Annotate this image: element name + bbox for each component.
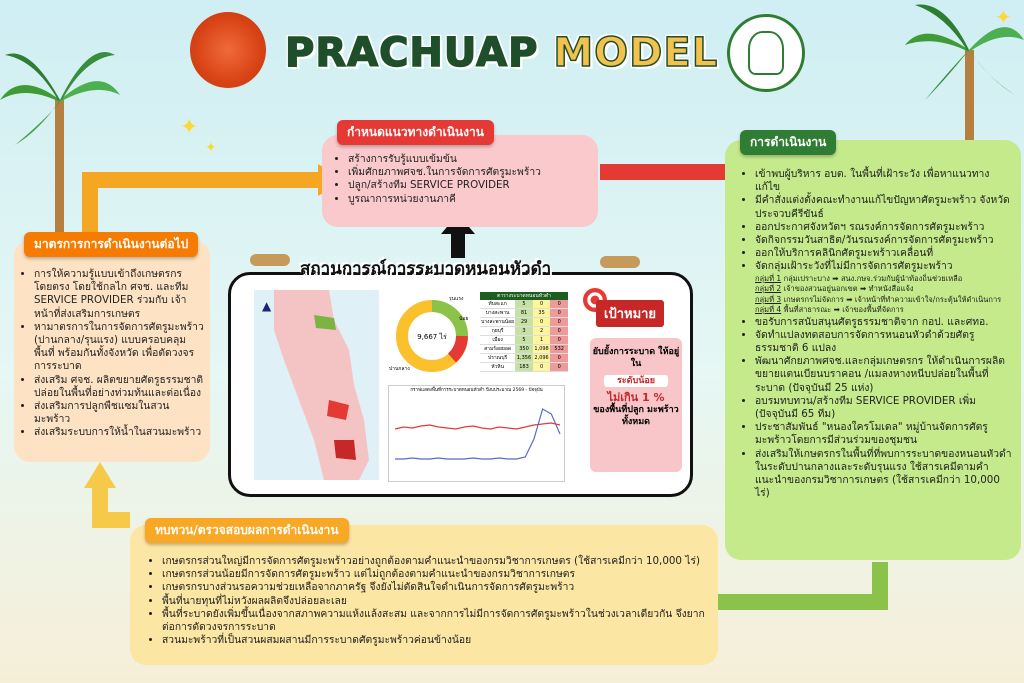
operations-item: • จัดกลุ่มเฝ้าระวังที่ไม่มีการจัดการศัตรูมะพร้าว: [755, 260, 1013, 273]
table-cell: 0: [550, 309, 568, 318]
table-cell: 2: [533, 327, 551, 336]
table-row: [480, 327, 568, 336]
donut-chart: [387, 290, 477, 382]
table-cell: 3: [515, 327, 533, 336]
table-cell: 1: [533, 336, 551, 345]
table-cell: 183: [515, 363, 533, 372]
province-map: [254, 290, 379, 480]
group-row: [755, 274, 1013, 285]
arrow-operations-to-review: [705, 562, 880, 602]
guidelines-header: กำหนดแนวทางดำเนินงาน: [337, 120, 494, 145]
table-cell: 0: [533, 318, 551, 327]
table-cell: 1,098: [534, 346, 549, 352]
review-item: • เกษตรกรบางส่วนรอความช่วยเหลือจากภาครัฐ จึงยังไม่ตัดสินใจดำเนินการจัดการศัตรูมะพร้าว: [162, 581, 708, 594]
continuing-item: • การให้ความรู้แบบเข้าถึงเกษตรกร โดยตรง โดยใช้กลไก ศจช. และทีม SERVICE PROVIDER ร่วมกับ เจ้าหน้าที่ส่งเสริมการเกษตร: [34, 268, 204, 321]
donut-label: ปานกลาง: [389, 366, 410, 372]
table-cell: 81: [515, 309, 533, 318]
guidelines-item: • ปลูก/สร้างทีม SERVICE PROVIDER: [348, 179, 598, 192]
table-row: [480, 300, 568, 309]
line-chart-title: กราฟแสดงพื้นที่การระบาดหนอนหัวดำ ปีงบประมาณ 2569 - ปัจจุบัน: [410, 388, 543, 393]
arrow-continuing-to-guidelines: [90, 180, 320, 232]
table-cell: 5: [515, 336, 533, 345]
donut-label: รุนแรง: [449, 296, 464, 302]
table-row: [480, 354, 568, 363]
target-text: ยับยั้งการระบาด ให้อยู่ใน: [592, 347, 680, 369]
group-text: กลุ่มเปราะบาง ➡ สนง.กษจ.ร่วมกับผู้นำท้องถิ่นช่วยเหลือ: [783, 273, 963, 283]
title-part2: MODEL: [553, 30, 719, 76]
table-title: ตารางระบาดหนอนหัวดำ: [480, 292, 568, 300]
operations-header: การดำเนินงาน: [740, 130, 836, 155]
worm-icon: [600, 256, 640, 268]
table-cell: 0: [550, 318, 568, 327]
continuing-item: • ส่งเสริมการปลูกพืชแซมในสวนมะพร้าว: [34, 400, 204, 426]
series-line-น้อย: [395, 409, 560, 459]
guidelines-item: • สร้างการรับรู้แบบเข้มข้น: [348, 153, 598, 166]
table-cell: 0: [550, 336, 568, 345]
operations-item: • ออกประกาศจังหวัดฯ รณรงค์การจัดการศัตรูมะพร้าว: [755, 221, 1013, 234]
target-level: ระดับน้อย: [604, 375, 668, 387]
continuing-item: • หามาตรการในการจัดการศัตรูมะพร้าว (ปานกลาง/รุนแรง) แบบครอบคลุมพื้นที่ พร้อมกันทั้งจังหวัด เพื่อตัดวงจร การระบาด: [34, 321, 204, 374]
group-label: กลุ่มที่ 4: [755, 305, 782, 315]
table-row: [480, 345, 568, 354]
table-row: [480, 363, 568, 372]
group-text: พื้นที่สาธารณะ ➡ เจ้าของพื้นที่จัดการ: [783, 305, 904, 315]
group-row: [755, 305, 1013, 316]
target-text-2: ของพื้นที่ปลูก มะพร้าวทั้งหมด: [593, 405, 679, 427]
table-cell: 29: [515, 318, 533, 327]
operations-item: • อบรมทบทวน/สร้างทีม SERVICE PROVIDER เพิ่ม (ปัจจุบันมี 65 ทีม): [755, 395, 1013, 421]
table-cell: สามร้อยยอด: [480, 345, 515, 354]
review-item: • เกษตรกรส่วนน้อยมีการจัดการศัตรูมะพร้าว แต่ไม่ถูกต้องตามคำแนะนำของกรมวิชาการเกษตร: [162, 568, 708, 581]
operations-item: • จัดทำแปลงทดสอบการจัดการหนอนหัวดำด้วยศัตรูธรรมชาติ 6 แปลง: [755, 329, 1013, 355]
group-label: กลุ่มที่ 3: [755, 294, 782, 304]
review-header: ทบทวน/ตรวจสอบผลการดำเนินงาน: [145, 518, 349, 543]
continuing-box: [14, 240, 210, 462]
table-cell: 0: [550, 354, 568, 363]
review-item: • พื้นที่นายทุนที่ไม่หวังผลผลิตจึงปล่อยละเลย: [162, 595, 708, 608]
operations-item: • จัดกิจกรรมวันสาธิต/วันรณรงค์การจัดการศัตรูมะพร้าว: [755, 234, 1013, 247]
table-row: [480, 336, 568, 345]
sparkle-icon: ✦: [995, 5, 1012, 29]
title-part1: PRACHUAP: [285, 30, 539, 76]
donut-label: น้อย: [459, 316, 469, 322]
group-label: กลุ่มที่ 1: [755, 273, 782, 283]
table-cell: หัวหิน: [480, 363, 515, 372]
table-body: [480, 300, 568, 372]
target-box: [590, 338, 682, 472]
svg-text:▲: ▲: [262, 299, 272, 313]
table-cell: 0: [550, 363, 568, 372]
table-cell: 350: [515, 345, 533, 354]
continuing-item: • ส่งเสริมระบบการให้น้ำในสวนมะพร้าว: [34, 426, 204, 439]
table-cell: 2,096: [534, 355, 549, 361]
target-percent: ไม่เกิน 1 %: [607, 391, 665, 404]
operations-item: • เข้าพบผู้บริหาร อบต. ในพื้นที่เฝ้าระวัง เพื่อหาแนวทางแก้ไข: [755, 168, 1013, 194]
review-box: [130, 525, 718, 665]
group-row: [755, 284, 1013, 295]
review-item: • สวนมะพร้าวที่เป็นสวนผสมผสานมีการระบาดศัตรูมะพร้าวค่อนข้างน้อย: [162, 634, 708, 647]
worm-icon: [250, 254, 290, 266]
operations-item: • ขอรับการสนับสนุนศัตรูธรรมชาติจาก กอป. และศทอ.: [755, 316, 1013, 329]
group-row: [755, 295, 1013, 306]
table-cell: 35: [533, 309, 551, 318]
review-item: • เกษตรกรส่วนใหญ่มีการจัดการศัตรูมะพร้าวอย่างถูกต้องตามคำแนะนำของกรมวิชาการเกษตร (ใช้สารเคมีกว่า 10,000 ไร่): [162, 555, 708, 568]
table-cell: กุยบุรี: [480, 327, 515, 336]
review-item: • พื้นที่ระบาดยังเพิ่มขึ้นเนื่องจากสภาพความแห้งแล้งสะสม และจากการไม่มีการจัดการศัตรูมะพร้าวในช่วงเวลาเดียวกัน จึงยากต่อการตัดวงจรการระบาด: [162, 608, 708, 634]
guidelines-item: • บูรณาการหน่วยงานภาคี: [348, 193, 598, 206]
sparkle-icon: ✦: [180, 115, 199, 140]
table-cell: 0: [550, 300, 568, 309]
operations-item: • พัฒนาศักยภาพศจช.และกลุ่มเกษตรกร ให้ดำเนินการผลิตขยายแตนเบียนบราคอน /แมลงหางหนีบปล่อยในพื้นที่ระบาด (ปัจจุบันมี 25 แห่ง): [755, 355, 1013, 395]
group-text: เจ้าของสวนอยู่นอกเขต ➡ ทำหนังสือแจ้ง: [783, 284, 914, 294]
operations-item: • มีคำสั่งแต่งตั้งคณะทำงานแก้ไขปัญหาศัตรูมะพร้าว จังหวัดประจวบคีรีขันธ์: [755, 194, 1013, 220]
table-cell: ปราณบุรี: [480, 354, 515, 363]
table-cell: ทับสะแก: [480, 300, 515, 309]
operations-item: • ส่งเสริมให้เกษตรกรในพื้นที่ที่พบการระบาดของหนอนหัวดำในระดับปานกลางและระดับรุนแรง ใช้สารเคมีตามคำแนะนำของกรมวิชาการเกษตร (ใช้สารเคมีกว่า 10,000 ไร่): [755, 448, 1013, 501]
continuing-item: • ส่งเสริม ศจช. ผลิตขยายศัตรูธรรมชาติ ปล่อยในพื้นที่อย่างท่วมท้นและต่อเนื่อง: [34, 374, 204, 400]
guidelines-item: • เพิ่มศักยภาพศจช.ในการจัดการศัตรูมะพร้าว: [348, 166, 598, 179]
operations-groups: [741, 274, 1013, 316]
series-line-รุนแรง: [395, 423, 560, 429]
guidelines-box: [322, 135, 598, 227]
table-cell: 1,356: [516, 355, 532, 361]
group-label: กลุ่มที่ 2: [755, 284, 782, 294]
line-chart: [389, 393, 564, 479]
arrow-head-yellow: [84, 462, 116, 488]
outbreak-table: [480, 292, 568, 372]
table-cell: บางสะพาน: [480, 309, 515, 318]
table-cell: 0: [533, 363, 551, 372]
situation-banner: สถานการณ์การระบาดหนอนหัวดำ: [300, 259, 552, 279]
operations-box: [725, 140, 1021, 560]
table-row: [480, 309, 568, 318]
table-cell: 0: [550, 327, 568, 336]
sparkle-icon: ✦: [205, 140, 217, 156]
operations-item: • ออกให้บริการคลินิกศัตรูมะพร้าวเคลื่อนที่: [755, 247, 1013, 260]
arrow-review-to-continuing: [100, 485, 130, 520]
table-cell: บางสะพานน้อย: [481, 319, 515, 325]
table-cell: เมือง: [480, 336, 515, 345]
target-label: เป้าหมาย: [596, 300, 664, 327]
continuing-header: มาตรการการดำเนินงานต่อไป: [24, 232, 198, 257]
operations-item: • ประชาสัมพันธ์ "หนองใครโมเดล" หมู่บ้านจัดการศัตรูมะพร้าวโดยการมีส่วนร่วมของชุมชน: [755, 421, 1013, 447]
table-row: [480, 318, 568, 327]
table-cell: 5: [515, 300, 533, 309]
group-text: เกษตรกรไม่จัดการ ➡ เจ้าหน้าที่ทำความเข้าใจ/กระตุ้นให้ดำเนินการ: [783, 294, 1002, 304]
table-cell: 532: [550, 345, 568, 354]
donut-center-value: 9,667 ไร่: [417, 333, 447, 341]
line-chart-panel: [388, 385, 565, 482]
table-cell: 0: [533, 300, 551, 309]
